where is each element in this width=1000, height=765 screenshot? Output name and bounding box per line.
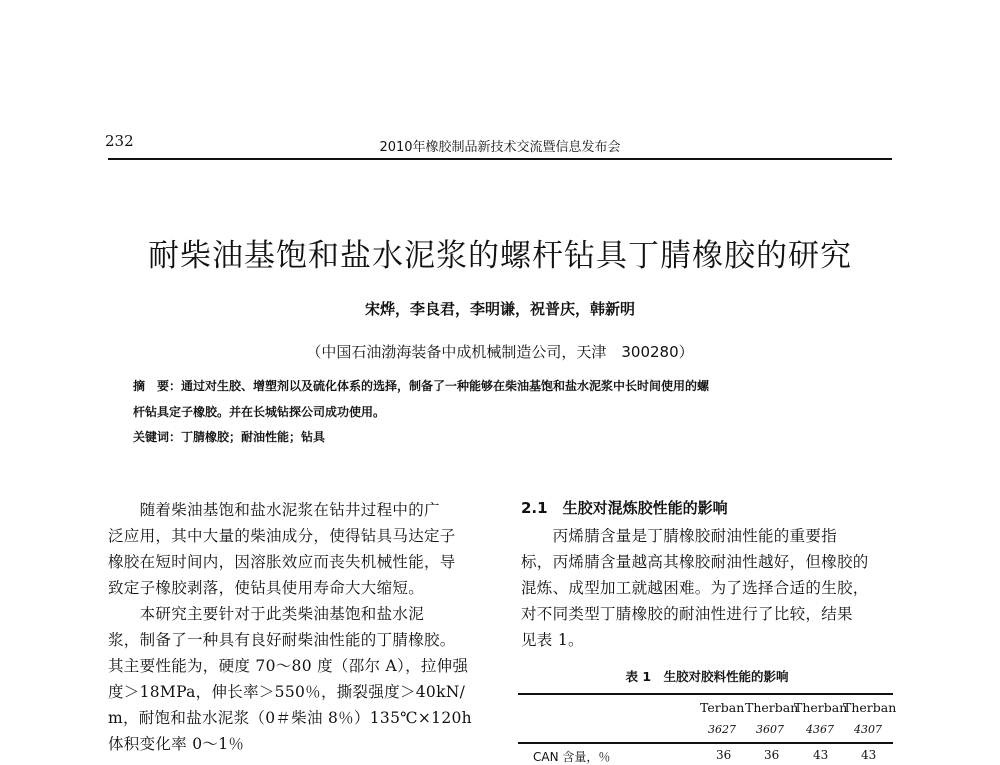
table-column-header: Terban bbox=[700, 700, 745, 715]
body-line: 标，丙烯腈含量越高其橡胶耐油性越好，但橡胶的 bbox=[521, 553, 869, 571]
abstract-line: 摘 要：通过对生胶、增塑剂以及硫化体系的选择，制备了一种能够在柴油基饱和盐水泥浆中长时间使用的螺 bbox=[133, 379, 710, 393]
body-line: 丙烯腈含量是丁腈橡胶耐油性能的重要指 bbox=[521, 527, 838, 545]
table-cell: 43 bbox=[813, 748, 829, 762]
body-line: 度＞18MPa，伸长率＞550％，撕裂强度＞40kN/ bbox=[108, 683, 466, 701]
body-line: 致定子橡胶剥落，使钻具使用寿命大大缩短。 bbox=[108, 579, 425, 597]
table-caption: 表 1 生胶对胶料性能的影响 bbox=[625, 669, 789, 684]
body-line: 随着柴油基饱和盐水泥浆在钻井过程中的广 bbox=[108, 501, 440, 519]
body-line: 体积变化率 0～1％ bbox=[108, 735, 245, 753]
table-column-header: Therban bbox=[843, 700, 897, 715]
article-title: 耐柴油基饱和盐水泥浆的螺杆钻具丁腈橡胶的研究 bbox=[148, 238, 852, 274]
body-line: 本研究主要针对于此类柴油基饱和盐水泥 bbox=[108, 605, 425, 623]
body-line: 橡胶在短时间内，因溶胀效应而丧失机械性能，导 bbox=[108, 553, 456, 571]
body-line: 混炼、成型加工就越困难。为了选择合适的生胶， bbox=[521, 579, 869, 597]
table-column-header: Therban bbox=[745, 700, 799, 715]
running-header: 2010年橡胶制品新技术交流暨信息发布会 bbox=[379, 140, 621, 155]
abstract-line: 杆钻具定子橡胶。并在长城钻探公司成功使用。 bbox=[133, 405, 386, 419]
article-authors: 宋烨，李良君，李明谦，祝普庆，韩新明 bbox=[364, 300, 635, 318]
body-line: 见表 1。 bbox=[521, 631, 584, 649]
table-column-grade: 3627 bbox=[708, 723, 736, 736]
table-mid-rule bbox=[518, 742, 893, 744]
body-line: m，耐饱和盐水泥浆（0＃柴油 8％）135℃×120h bbox=[108, 709, 472, 727]
body-line: 泛应用，其中大量的柴油成分，使得钻具马达定子 bbox=[108, 527, 456, 545]
table-row-label: CAN 含量，％ bbox=[533, 750, 611, 764]
table-column-grade: 3607 bbox=[756, 723, 784, 736]
table-column-grade: 4367 bbox=[806, 723, 834, 736]
table-top-rule bbox=[518, 693, 893, 695]
body-line: 其主要性能为，硬度 70～80 度（邵尔 A），拉伸强 bbox=[108, 657, 469, 675]
article-affiliation: （中国石油渤海装备中成机械制造公司，天津 300280） bbox=[306, 343, 694, 361]
keywords-line: 关键词：丁腈橡胶；耐油性能；钻具 bbox=[133, 430, 326, 444]
body-line: 浆，制备了一种具有良好耐柴油性能的丁腈橡胶。 bbox=[108, 631, 456, 649]
page-number: 232 bbox=[105, 132, 134, 150]
table-cell: 36 bbox=[764, 748, 780, 762]
body-line: 对不同类型丁腈橡胶的耐油性进行了比较，结果 bbox=[521, 605, 853, 623]
header-rule bbox=[108, 158, 892, 160]
table-cell: 36 bbox=[716, 748, 732, 762]
section-heading: 2.1 生胶对混炼胶性能的影响 bbox=[521, 499, 728, 517]
table-column-header: Therban bbox=[794, 700, 848, 715]
table-cell: 43 bbox=[861, 748, 877, 762]
table-column-grade: 4307 bbox=[854, 723, 882, 736]
